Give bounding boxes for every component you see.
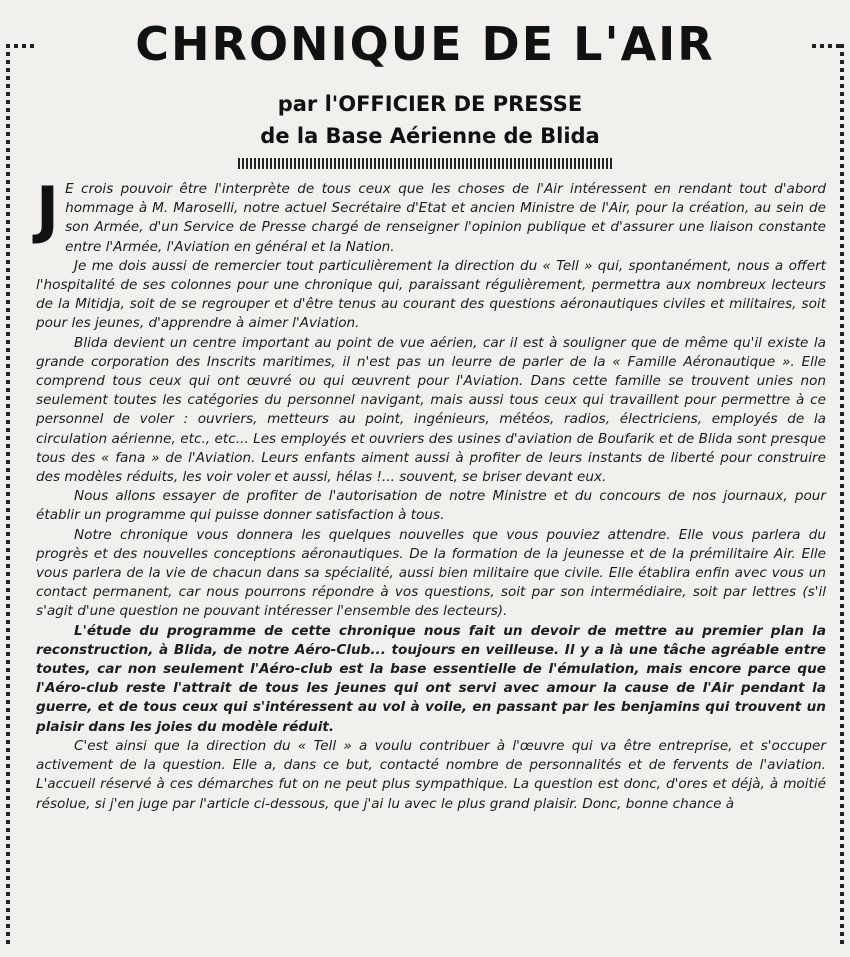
paragraph-2: Je me dois aussi de remercier tout particulièrement la direction du « Tell » qui, spontanément, nous a offert l'hospitalité de ses colonnes pour une chronique qui, paraissant régulièrement, permettra aux nombreux lecteurs de la Mitidja, soit de se regrouper et d'être tenus au courant des questions aéronautiques civiles et militaires, soit pour les jeunes, d'apprendre à aimer l'Aviation. xyxy=(36,257,826,332)
article-title: CHRONIQUE DE L'AIR xyxy=(135,17,715,71)
paragraph-6: L'étude du programme de cette chronique nous fait un devoir de mettre au premier plan la reconstruction, à Blida, de notre Aéro-Club... toujours en veilleuse. Il y a là une tâche agréable entre toutes, car non seulement l'Aéro-club est la base essentielle de l'émulation, mais encore parce que l'Aéro-club reste l'attrait de tous les jeunes qui ont servi avec amour la cause de l'Air pendant la guerre, et de tous ceux qui s'intéressent au vol à voile, en passant par les benjamins qui trouvent un plaisir dans les joies du modèle réduit. xyxy=(36,622,826,735)
border-dots-top-left xyxy=(6,44,38,48)
paragraph-7: C'est ainsi que la direction du « Tell » a voulu contribuer à l'œuvre qui va être entreprise, et s'occuper activement de la question. Elle a, dans ce but, contacté nombre de personnalités et de fervents de l'aviation. L'accueil réservé à ces démarches fut on ne peut plus sympathique. La question est donc, d'ores et déjà, à moitié résolue, si j'en juge par l'article ci-dessous, que j'ai lu avec le plus grand plaisir. Donc, bonne chance à xyxy=(36,737,826,812)
article-body xyxy=(36,173,826,814)
paragraph-5: Notre chronique vous donnera les quelques nouvelles que vous pouviez attendre. Elle vous parlera du progrès et des nouvelles conceptions aéronautiques. De la formation de la jeunesse et de la prémilitaire Air. Elle vous parlera de la vie de chacun dans sa spécialité, aussi bien militaire que civile. Elle établira enfin avec vous un contact permanent, car nous pourrons répondre à vos questions, soit par son intermédiaire, soit par lettres (s'il s'agit d'une question ne pouvant intéresser l'ensemble des lecteurs). xyxy=(36,526,826,620)
paragraph-1-text: E crois pouvoir être l'interprète de tous ceux que les choses de l'Air intéressent en rendant tout d'abord hommage à M. Maroselli, notre actuel Secrétaire d'Etat et ancien Ministre de l'Air, pour la création, au sein de son Armée, d'un Service de Presse chargé de renseigner l'opinion publique et d'assurer une liaison constante entre l'Armée, l'Aviation en général et la Nation. xyxy=(65,181,826,255)
paragraph-4: Nous allons essayer de profiter de l'autorisation de notre Ministre et du concours de nos journaux, pour établir un programme qui puisse donner satisfaction à tous. xyxy=(36,488,826,524)
paragraph-3: Blida devient un centre important au point de vue aérien, car il est à souligner que de même qu'il existe la grande corporation des Inscrits maritimes, il n'est pas un leurre de parler de la « Famille Aéronautique ». Elle comprend tous ceux qui ont œuvré ou qui œuvrent pour l'Aviation. Dans cette famille se trouvent unies non seulement toutes les catégories du personnel navigant, mais aussi tous ceux qui travaillent pour permettre à ce personnel de voler : ouvriers, metteurs au point, ingénieurs, météos, radios, électriciens, employés de la circulation aérienne, etc., etc... Les employés et ouvriers des usines d'aviation de Boufarik et de Blida sont presque tous des « fana » de l'Aviation. Leurs enfants aiment aussi à profiter de leurs instants de liberté pour construire des modèles réduits, les voir voler et aussi, hélas !... souvent, se briser devant eux. xyxy=(36,334,826,486)
paragraph-1 xyxy=(36,173,826,257)
byline-line-2: de la Base Aérienne de Blida xyxy=(260,124,600,148)
decorative-rule xyxy=(238,158,613,169)
drop-cap: J xyxy=(36,173,60,246)
border-dots-right xyxy=(840,44,844,944)
byline xyxy=(200,88,660,152)
border-dots-left xyxy=(6,44,10,944)
byline-line-1: par l'OFFICIER DE PRESSE xyxy=(277,92,583,116)
